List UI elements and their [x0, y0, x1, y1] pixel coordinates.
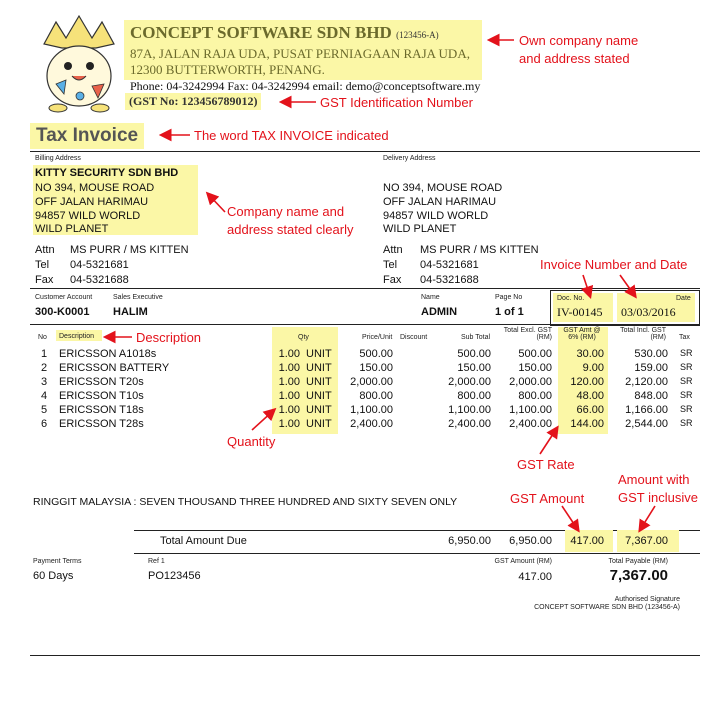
annotation-gst-id: GST Identification Number — [320, 95, 473, 110]
arrow-icon — [208, 194, 225, 212]
total-excl-gst: 6,950.00 — [509, 535, 552, 547]
billing-attn-label: Attn — [35, 244, 55, 256]
billing-line: OFF JALAN HARIMAU — [35, 196, 149, 208]
table-row: 2 ERICSSON BATTERY 1.00 UNIT 150.00 150.00 150.00 9.00 159.00 SR — [41, 362, 693, 374]
delivery-tel-label: Tel — [383, 259, 398, 271]
table-row: 1 ERICSSON A1018s 1.00 UNIT 500.00 500.00 500.00 30.00 530.00 SR — [41, 348, 693, 360]
total-payable-label: Total Payable (RM) — [608, 558, 668, 565]
annotation-gst-rate: GST Rate — [517, 457, 575, 472]
sales-executive: HALIM — [113, 306, 148, 318]
delivery-address-label: Delivery Address — [383, 155, 436, 162]
billing-fax: 04-5321688 — [70, 274, 129, 286]
gst-amount: 417.00 — [518, 571, 552, 583]
billing-line: 94857 WILD WORLD — [35, 210, 141, 222]
billing-fax-label: Fax — [35, 274, 54, 286]
arrow-icon — [640, 506, 655, 530]
table-row: 3 ERICSSON T20s 1.00 UNIT 2,000.00 2,000.00 2,000.00 120.00 2,120.00 SR — [41, 376, 693, 388]
billing-line: WILD PLANET — [35, 223, 109, 235]
total-incl-gst: 7,367.00 — [625, 535, 668, 547]
total-amount-due-label: Total Amount Due — [160, 535, 247, 547]
annotation-invoice-no: Invoice Number and Date — [540, 257, 688, 272]
company-gst-no: (GST No: 123456789012) — [125, 93, 261, 110]
divider — [30, 151, 700, 152]
doc-no: IV-00145 — [557, 305, 603, 319]
customer-account-label: Customer Account — [35, 294, 93, 301]
name-value: ADMIN — [421, 306, 458, 318]
billing-name: KITTY SECURITY SDN BHD — [35, 167, 179, 179]
table-row: 6 ERICSSON T28s 1.00 UNIT 2,400.00 2,400.00 2,400.00 144.00 2,544.00 SR — [41, 418, 693, 430]
col-price: Price/Unit — [362, 334, 393, 341]
company-contact-line: Phone: 04-3242994 Fax: 04-3242994 email: demo@conceptsoftware.my — [130, 79, 481, 93]
annotation-tax-invoice: The word TAX INVOICE indicated — [194, 128, 389, 143]
divider — [30, 655, 700, 656]
delivery-fax: 04-5321688 — [420, 274, 479, 286]
col-excl-gst: Total Excl. GST (RM) — [503, 327, 552, 341]
company-reg-no: (123456-A) — [396, 30, 439, 40]
name-label: Name — [421, 294, 440, 301]
invoice-date: 03/03/2016 — [621, 305, 676, 319]
ref-label: Ref 1 — [148, 558, 165, 565]
delivery-line: WILD PLANET — [383, 223, 457, 235]
col-no: No — [38, 334, 47, 341]
billing-address-label: Billing Address — [35, 155, 81, 162]
annotation-description: Description — [136, 330, 202, 345]
annotation-quantity: Quantity — [227, 434, 276, 449]
col-subtotal: Sub Total — [461, 334, 491, 341]
annotation-gst-amount: GST Amount — [510, 491, 585, 506]
company-address-line1: 87A, JALAN RAJA UDA, PUSAT PERNIAGAAN RAJA UDA, — [130, 46, 470, 61]
document-title: Tax Invoice — [30, 123, 144, 149]
annotation-billing: Company name and address stated clearly — [227, 204, 354, 237]
amount-in-words: RINGGIT MALAYSIA : SEVEN THOUSAND THREE HUNDRED AND SIXTY SEVEN ONLY — [33, 496, 458, 508]
customer-account: 300-K0001 — [35, 306, 90, 318]
col-qty: Qty — [298, 334, 309, 341]
divider — [30, 288, 700, 289]
arrow-icon — [562, 506, 578, 530]
annotation-incl: Amount with GST inclusive — [618, 472, 698, 505]
gst-amount-label: GST Amount (RM) — [494, 558, 552, 565]
delivery-attn: MS PURR / MS KITTEN — [420, 244, 539, 256]
divider — [134, 553, 700, 554]
delivery-line: NO 394, MOUSE ROAD — [383, 182, 503, 194]
delivery-fax-label: Fax — [383, 274, 402, 286]
billing-attn: MS PURR / MS KITTEN — [70, 244, 189, 256]
authorised-signature-label: Authorised Signature — [614, 596, 680, 603]
ref-value: PO123456 — [148, 570, 201, 582]
sales-executive-label: Sales Executive — [113, 294, 163, 301]
delivery-attn-label: Attn — [383, 244, 403, 256]
billing-tel-label: Tel — [35, 259, 50, 271]
col-tax: Tax — [679, 334, 690, 341]
col-discount: Discount — [400, 334, 428, 341]
signature-company: CONCEPT SOFTWARE SDN BHD (123456-A) — [534, 604, 680, 611]
total-subtotal: 6,950.00 — [448, 535, 491, 547]
total-gst: 417.00 — [570, 535, 604, 547]
delivery-line: 94857 WILD WORLD — [383, 210, 489, 222]
divider — [30, 324, 700, 325]
company-logo — [36, 14, 122, 114]
table-row: 5 ERICSSON T18s 1.00 UNIT 1,100.00 1,100.00 1,100.00 66.00 1,166.00 SR — [41, 404, 693, 416]
company-address-line2: 12300 BUTTERWORTH, PENANG. — [130, 62, 325, 77]
billing-line: NO 394, MOUSE ROAD — [35, 182, 155, 194]
col-incl-gst: Total Incl. GST (RM) — [620, 327, 666, 341]
payment-terms-label: Payment Terms — [33, 558, 82, 565]
col-gst-amt: GST Amt @ 6% (RM) — [563, 327, 601, 341]
page-no: 1 of 1 — [495, 306, 524, 318]
annotation-company: Own company name and address stated — [519, 33, 639, 66]
total-payable: 7,367.00 — [609, 567, 668, 584]
table-row: 4 ERICSSON T10s 1.00 UNIT 800.00 800.00 800.00 48.00 848.00 SR — [41, 390, 693, 402]
date-label: Date — [676, 295, 691, 302]
col-description: Description — [59, 333, 95, 340]
page-no-label: Page No — [495, 294, 523, 301]
company-name: CONCEPT SOFTWARE SDN BHD (123456-A) — [130, 23, 439, 42]
mascot-logo-icon — [36, 14, 122, 114]
doc-no-label: Doc. No. — [557, 295, 585, 302]
divider — [134, 530, 700, 531]
delivery-tel: 04-5321681 — [420, 259, 479, 271]
billing-tel: 04-5321681 — [70, 259, 129, 271]
payment-terms: 60 Days — [33, 570, 74, 582]
delivery-line: OFF JALAN HARIMAU — [383, 196, 497, 208]
